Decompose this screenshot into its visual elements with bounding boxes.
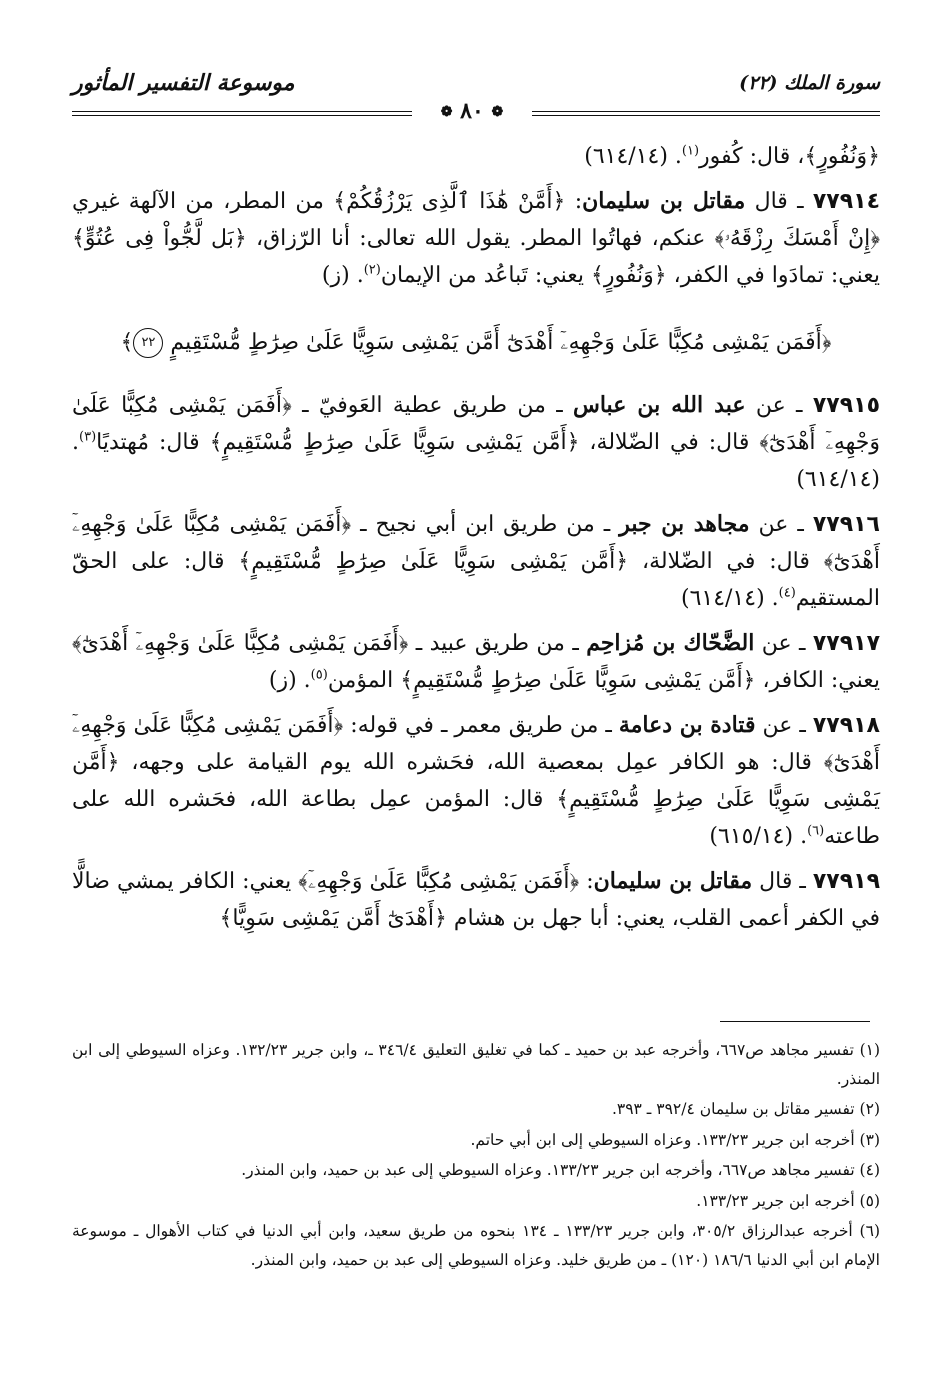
ornament-right-icon: ❁ xyxy=(491,104,504,120)
footnote-4: (٤) تفسير مجاهد ص٦٦٧، وأخرجه ابن جرير ١٣٣/٢٣. وعزاه السيوطي إلى عبد بن حميد، وابن المنذر. xyxy=(241,1161,880,1179)
footnote-1: (١) تفسير مجاهد ص٦٦٧، وأخرجه عبد بن حميد ـ كما في تغليق التعليق ٣٤٦/٤ ـ، وابن جرير ١٣٢/٢٣. وعزاه السيوطي إلى ابن المنذر. xyxy=(72,1041,881,1088)
footnote-separator xyxy=(720,1021,870,1022)
quran-quote: ﴿إِنْ أَمْسَكَ رِزْقَهُۥ﴾ xyxy=(714,226,880,251)
quran-quote: ﴿أَفَمَن يَمْشِى مُكِبًّا عَلَىٰ وَجْهِهِۦٓ أَهْدَىٰٓ﴾ xyxy=(72,631,409,656)
quran-quote: ﴿وَنُفُورٍ﴾ xyxy=(590,263,667,288)
main-text xyxy=(72,138,880,945)
footnote-ref: (١) xyxy=(681,143,700,159)
verse-heading: ﴿أَفَمَن يَمْشِى مُكِبًّا عَلَىٰ وَجْهِهِۦٓ أَهْدَىٰٓ أَمَّن يَمْشِى سَوِيًّا عَلَىٰ صِرَٰطٍ مُّسْتَقِيمٍ ٢٢﴾ xyxy=(72,324,880,361)
quran-quote: ﴿أَفَمَن يَمْشِى مُكِبًّا عَلَىٰ وَجْهِهِۦٓ أَهْدَىٰٓ﴾ xyxy=(72,512,880,574)
narration-number: ٧٧٩١٤ xyxy=(812,189,880,214)
book-title: موسوعة التفسير المأثور xyxy=(72,70,295,96)
quran-quote: ﴿أَفَمَن يَمْشِى مُكِبًّا عَلَىٰ وَجْهِهِۦٓ أَهْدَىٰٓ﴾ xyxy=(72,713,880,775)
quran-quote: ﴿أَمَّن يَمْشِى سَوِيًّا عَلَىٰ صِرَٰطٍ مُّسْتَقِيمٍ﴾ xyxy=(72,750,880,812)
quran-quote: ﴿أَمَّن يَمْشِى سَوِيًّا عَلَىٰ صِرَٰطٍ مُّسْتَقِيمٍ﴾ xyxy=(209,430,580,455)
footnote-6: (٦) أخرجه عبدالرزاق ٣٠٥/٢، وابن جرير ١٣٣/٢٣ ـ ١٣٤ بنحوه من طريق سعيد، وابن أبي الدنيا في كتاب الأهوال ـ موسوعة الإمام ابن أبي الدنيا ١٨٦/٦ (١٢٠) ـ من طريق خليد. وعزاه السيوطي إلى عبد بن حميد، وابن المنذر. xyxy=(72,1222,880,1269)
quran-quote: ﴿أَمَّن يَمْشِى سَوِيًّا عَلَىٰ صِرَٰطٍ مُّسْتَقِيمٍ﴾ xyxy=(400,668,756,693)
narrator-name: مجاهد بن جبر xyxy=(619,511,750,537)
quran-quote: ﴿بَل لَّجُّواْ فِى عُتُوٍّ﴾ xyxy=(72,226,247,251)
narrator-name: قتادة بن دعامة xyxy=(618,712,756,738)
narration-number: ٧٧٩١٥ xyxy=(812,393,880,418)
narration-77914: ٧٧٩١٤ ـ قال مقاتل بن سليمان: ﴿أَمَّنْ هَٰذَا ٱلَّذِى يَرْزُقُكُمْ﴾ من المطر، من الآلهة غيري ﴿إِنْ أَمْسَكَ رِزْقَهُۥ﴾ عنكم، فهاتُوا المطر. يقول الله تعالى: أنا الرّزاق، ﴿بَل لَّجُّواْ فِى عُتُوٍّ﴾ يعني: تمادَوا في الكفر، ﴿وَنُفُورٍ﴾ يعني: تَباعُد من الإيمان$^{(٢)}$. (ز) xyxy=(72,188,880,288)
footnote-2: (٢) تفسير مقاتل بن سليمان ٣٩٢/٤ ـ ٣٩٣. xyxy=(611,1100,880,1118)
quran-quote: ﴿أَهْدَىٰٓ أَمَّن يَمْشِى سَوِيًّا﴾ xyxy=(219,906,447,931)
narration-number: ٧٧٩١٩ xyxy=(812,869,880,894)
page-number-box xyxy=(412,96,532,126)
ornament-left-icon: ❁ xyxy=(440,104,453,120)
footnote-ref: (٤) xyxy=(778,585,796,601)
narration-77918: ٧٧٩١٨ ـ عن قتادة بن دعامة ـ من طريق معمر ـ في قوله: ﴿أَفَمَن يَمْشِى مُكِبًّا عَلَىٰ وَجْهِهِۦٓ أَهْدَىٰٓ﴾ قال: هو الكافر عمِل بمعصية الله، فحَشره الله يوم القيامة على وجهه، ﴿أَمَّن يَمْشِى سَوِيًّا عَلَىٰ صِرَٰطٍ مُّسْتَقِيمٍ﴾ قال: المؤمن عمِل بطاعة الله، فحَشره الله على طاعته$^{(٦)}$. (٦١٥/١٤) xyxy=(72,712,880,849)
narration-number: ٧٧٩١٧ xyxy=(812,631,880,656)
narrator-name: مقاتل بن سليمان xyxy=(593,868,753,894)
narration-77916: ٧٧٩١٦ ـ عن مجاهد بن جبر ـ من طريق ابن أبي نجيح ـ ﴿أَفَمَن يَمْشِى مُكِبًّا عَلَىٰ وَجْهِهِۦٓ أَهْدَىٰٓ﴾ قال: في الضّلالة، ﴿أَمَّن يَمْشِى سَوِيًّا عَلَىٰ صِرَٰطٍ مُّسْتَقِيمٍ﴾ قال: على الحقّ المستقيم$^{(٤)}$. (٦١٤/١٤) xyxy=(72,511,880,611)
narrator-name: مقاتل بن سليمان xyxy=(582,188,746,214)
surah-title: سورة الملك (٢٢) xyxy=(739,72,880,94)
footnote-3: (٣) أخرجه ابن جرير ١٣٣/٢٣. وعزاه السيوطي إلى ابن أبي حاتم. xyxy=(470,1130,880,1149)
narration-77919: ٧٧٩١٩ ـ قال مقاتل بن سليمان: ﴿أَفَمَن يَمْشِى مُكِبًّا عَلَىٰ وَجْهِهِۦٓ﴾ يعني: الكافر يمشي ضالًّا في الكفر أعمى القلب، يعني: أبا جهل بن هشام ﴿أَهْدَىٰٓ أَمَّن يَمْشِى سَوِيًّا﴾ xyxy=(72,868,880,931)
continuation-line: ﴿وَنُفُورٍ﴾، قال: كُفور$^{(١)}$. (٦١٤/١٤) xyxy=(584,143,880,169)
footnote-ref: (٥) xyxy=(310,667,328,683)
footnote-ref: (٣) xyxy=(79,429,97,445)
footnote-ref: (٢) xyxy=(363,262,381,278)
footnotes xyxy=(72,1036,880,1276)
quran-quote: ﴿أَمَّن يَمْشِى سَوِيًّا عَلَىٰ صِرَٰطٍ مُّسْتَقِيمٍ﴾ xyxy=(238,549,629,574)
quran-quote: ﴿أَفَمَن يَمْشِى مُكِبًّا عَلَىٰ وَجْهِهِۦٓ أَهْدَىٰٓ﴾ xyxy=(72,393,880,455)
quran-quote: ﴿أَمَّنْ هَٰذَا ٱلَّذِى يَرْزُقُكُمْ﴾ xyxy=(333,189,566,214)
narration-77915: ٧٧٩١٥ ـ عن عبد الله بن عباس ـ من طريق عطية العَوفيّ ـ ﴿أَفَمَن يَمْشِى مُكِبًّا عَلَىٰ وَجْهِهِۦٓ أَهْدَىٰٓ﴾ قال: في الضّلالة، ﴿أَمَّن يَمْشِى سَوِيًّا عَلَىٰ صِرَٰطٍ مُّسْتَقِيمٍ﴾ قال: مُهتديًا$^{(٣)}$. (٦١٤/١٤) xyxy=(72,392,880,492)
narration-77917: ٧٧٩١٧ ـ عن الضَّحّاك بن مُزاحِم ـ من طريق عبيد ـ ﴿أَفَمَن يَمْشِى مُكِبًّا عَلَىٰ وَجْهِهِۦٓ أَهْدَىٰٓ﴾ يعني: الكافر، ﴿أَمَّن يَمْشِى سَوِيًّا عَلَىٰ صِرَٰطٍ مُّسْتَقِيمٍ﴾ المؤمن$^{(٥)}$. (ز) xyxy=(72,630,880,693)
narration-number: ٧٧٩١٨ xyxy=(812,713,880,738)
narration-number: ٧٧٩١٦ xyxy=(812,512,880,537)
verse-number-badge: ٢٢ xyxy=(133,328,163,358)
narrator-name: الضَّحّاك بن مُزاحِم xyxy=(586,630,755,656)
quran-quote: ﴿أَفَمَن يَمْشِى مُكِبًّا عَلَىٰ وَجْهِهِۦٓ﴾ xyxy=(298,869,580,894)
footnote-ref: (٦) xyxy=(807,823,825,839)
page-number: ٨٠ xyxy=(460,98,484,124)
narrator-name: عبد الله بن عباس xyxy=(573,392,746,418)
footnote-5: (٥) أخرجه ابن جرير ١٣٣/٢٣. xyxy=(696,1191,880,1210)
